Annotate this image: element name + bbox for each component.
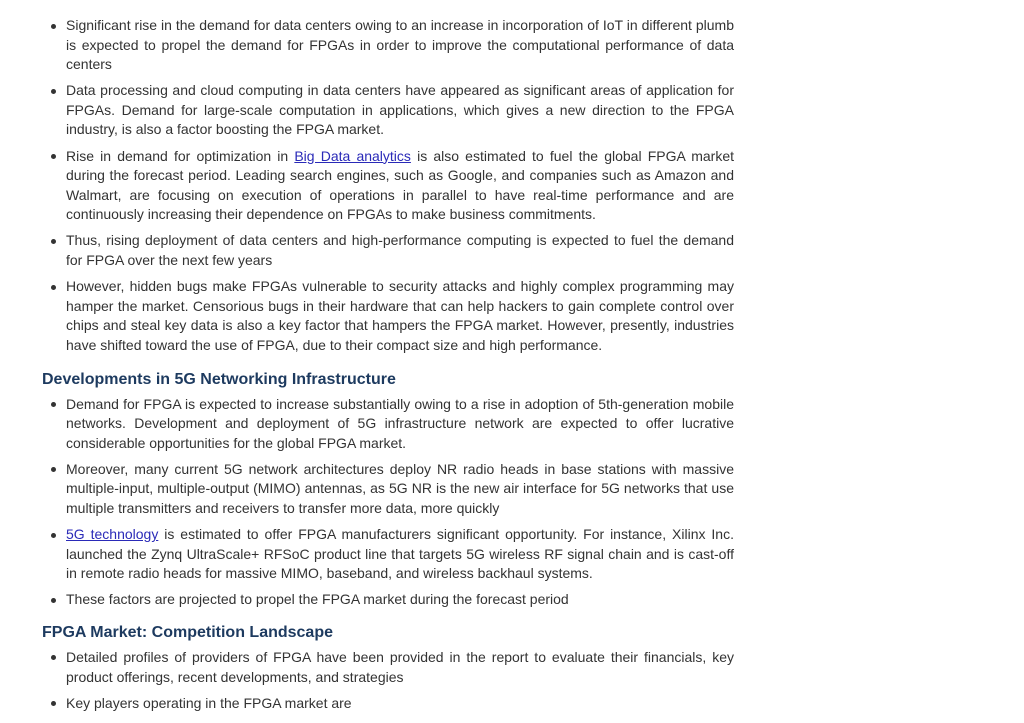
list-item-text: Rise in demand for optimization in [66,147,295,164]
list-item [42,147,734,225]
list-item: Significant rise in the demand for data centers owing to an increase in incorporation of IoT in different plumb is expected to propel the demand for FPGAs in order to improve the computational performance of data centers [42,16,734,75]
list-item [42,525,734,584]
section-heading-competition: FPGA Market: Competition Landscape [42,623,333,641]
list-item: Key players operating in the FPGA market are [42,694,734,714]
list-item: Data processing and cloud computing in data centers have appeared as significant areas of application for FPGAs. Demand for large-scale computation in applications, which gives a new direction to the FPGA industry, is also a factor boosting the FPGA market. [42,81,734,140]
5g-developments-list [42,395,734,610]
competition-list [42,648,734,713]
article-content [42,0,734,720]
list-item: These factors are projected to propel the FPGA market during the forecast period [42,590,734,610]
list-item-text: is estimated to offer FPGA manufacturers significant opportunity. For instance, Xilinx Inc. launched the Zynq UltraScale+ RFSoC product line that targets 5G wireless RF signal chain and is cast-off in remote radio heads for massive MIMO, baseband, and wireless backhaul systems. [66,526,734,582]
list-item: Demand for FPGA is expected to increase substantially owing to a rise in adoption of 5th-generation mobile networks. Development and deployment of 5G infrastructure network are expected to offer lucrative considerable opportunities for the global FPGA market. [42,395,734,454]
datacenter-drivers-list [42,0,734,356]
big-data-analytics-link[interactable]: Big Data analytics [294,147,411,164]
list-item-text: is also estimated to fuel the global FPGA market during the forecast period. Leading search engines, such as Google, and companies such as Amazon and Walmart, are focusing on execution of operations in parallel to have real-time performance and are continuously increasing their dependence on FPGAs to make business commitments. [66,147,734,223]
list-item: However, hidden bugs make FPGAs vulnerable to security attacks and highly complex programming may hamper the market. Censorious bugs in their hardware that can help hackers to gain complete control over chips and steal key data is also a key factor that hampers the FPGA market. However, presently, industries have shifted toward the use of FPGA, due to their compact size and high performance. [42,277,734,355]
5g-technology-link[interactable]: 5G technology [66,526,159,543]
section-heading-5g: Developments in 5G Networking Infrastructure [42,370,396,388]
list-item: Detailed profiles of providers of FPGA have been provided in the report to evaluate their financials, key product offerings, recent developments, and strategies [42,648,734,687]
list-item: Moreover, many current 5G network architectures deploy NR radio heads in base stations with massive multiple-input, multiple-output (MIMO) antennas, as 5G NR is the new air interface for 5G networks that use multiple transmitters and receivers to transfer more data, more quickly [42,460,734,519]
list-item: Thus, rising deployment of data centers and high-performance computing is expected to fuel the demand for FPGA over the next few years [42,231,734,270]
